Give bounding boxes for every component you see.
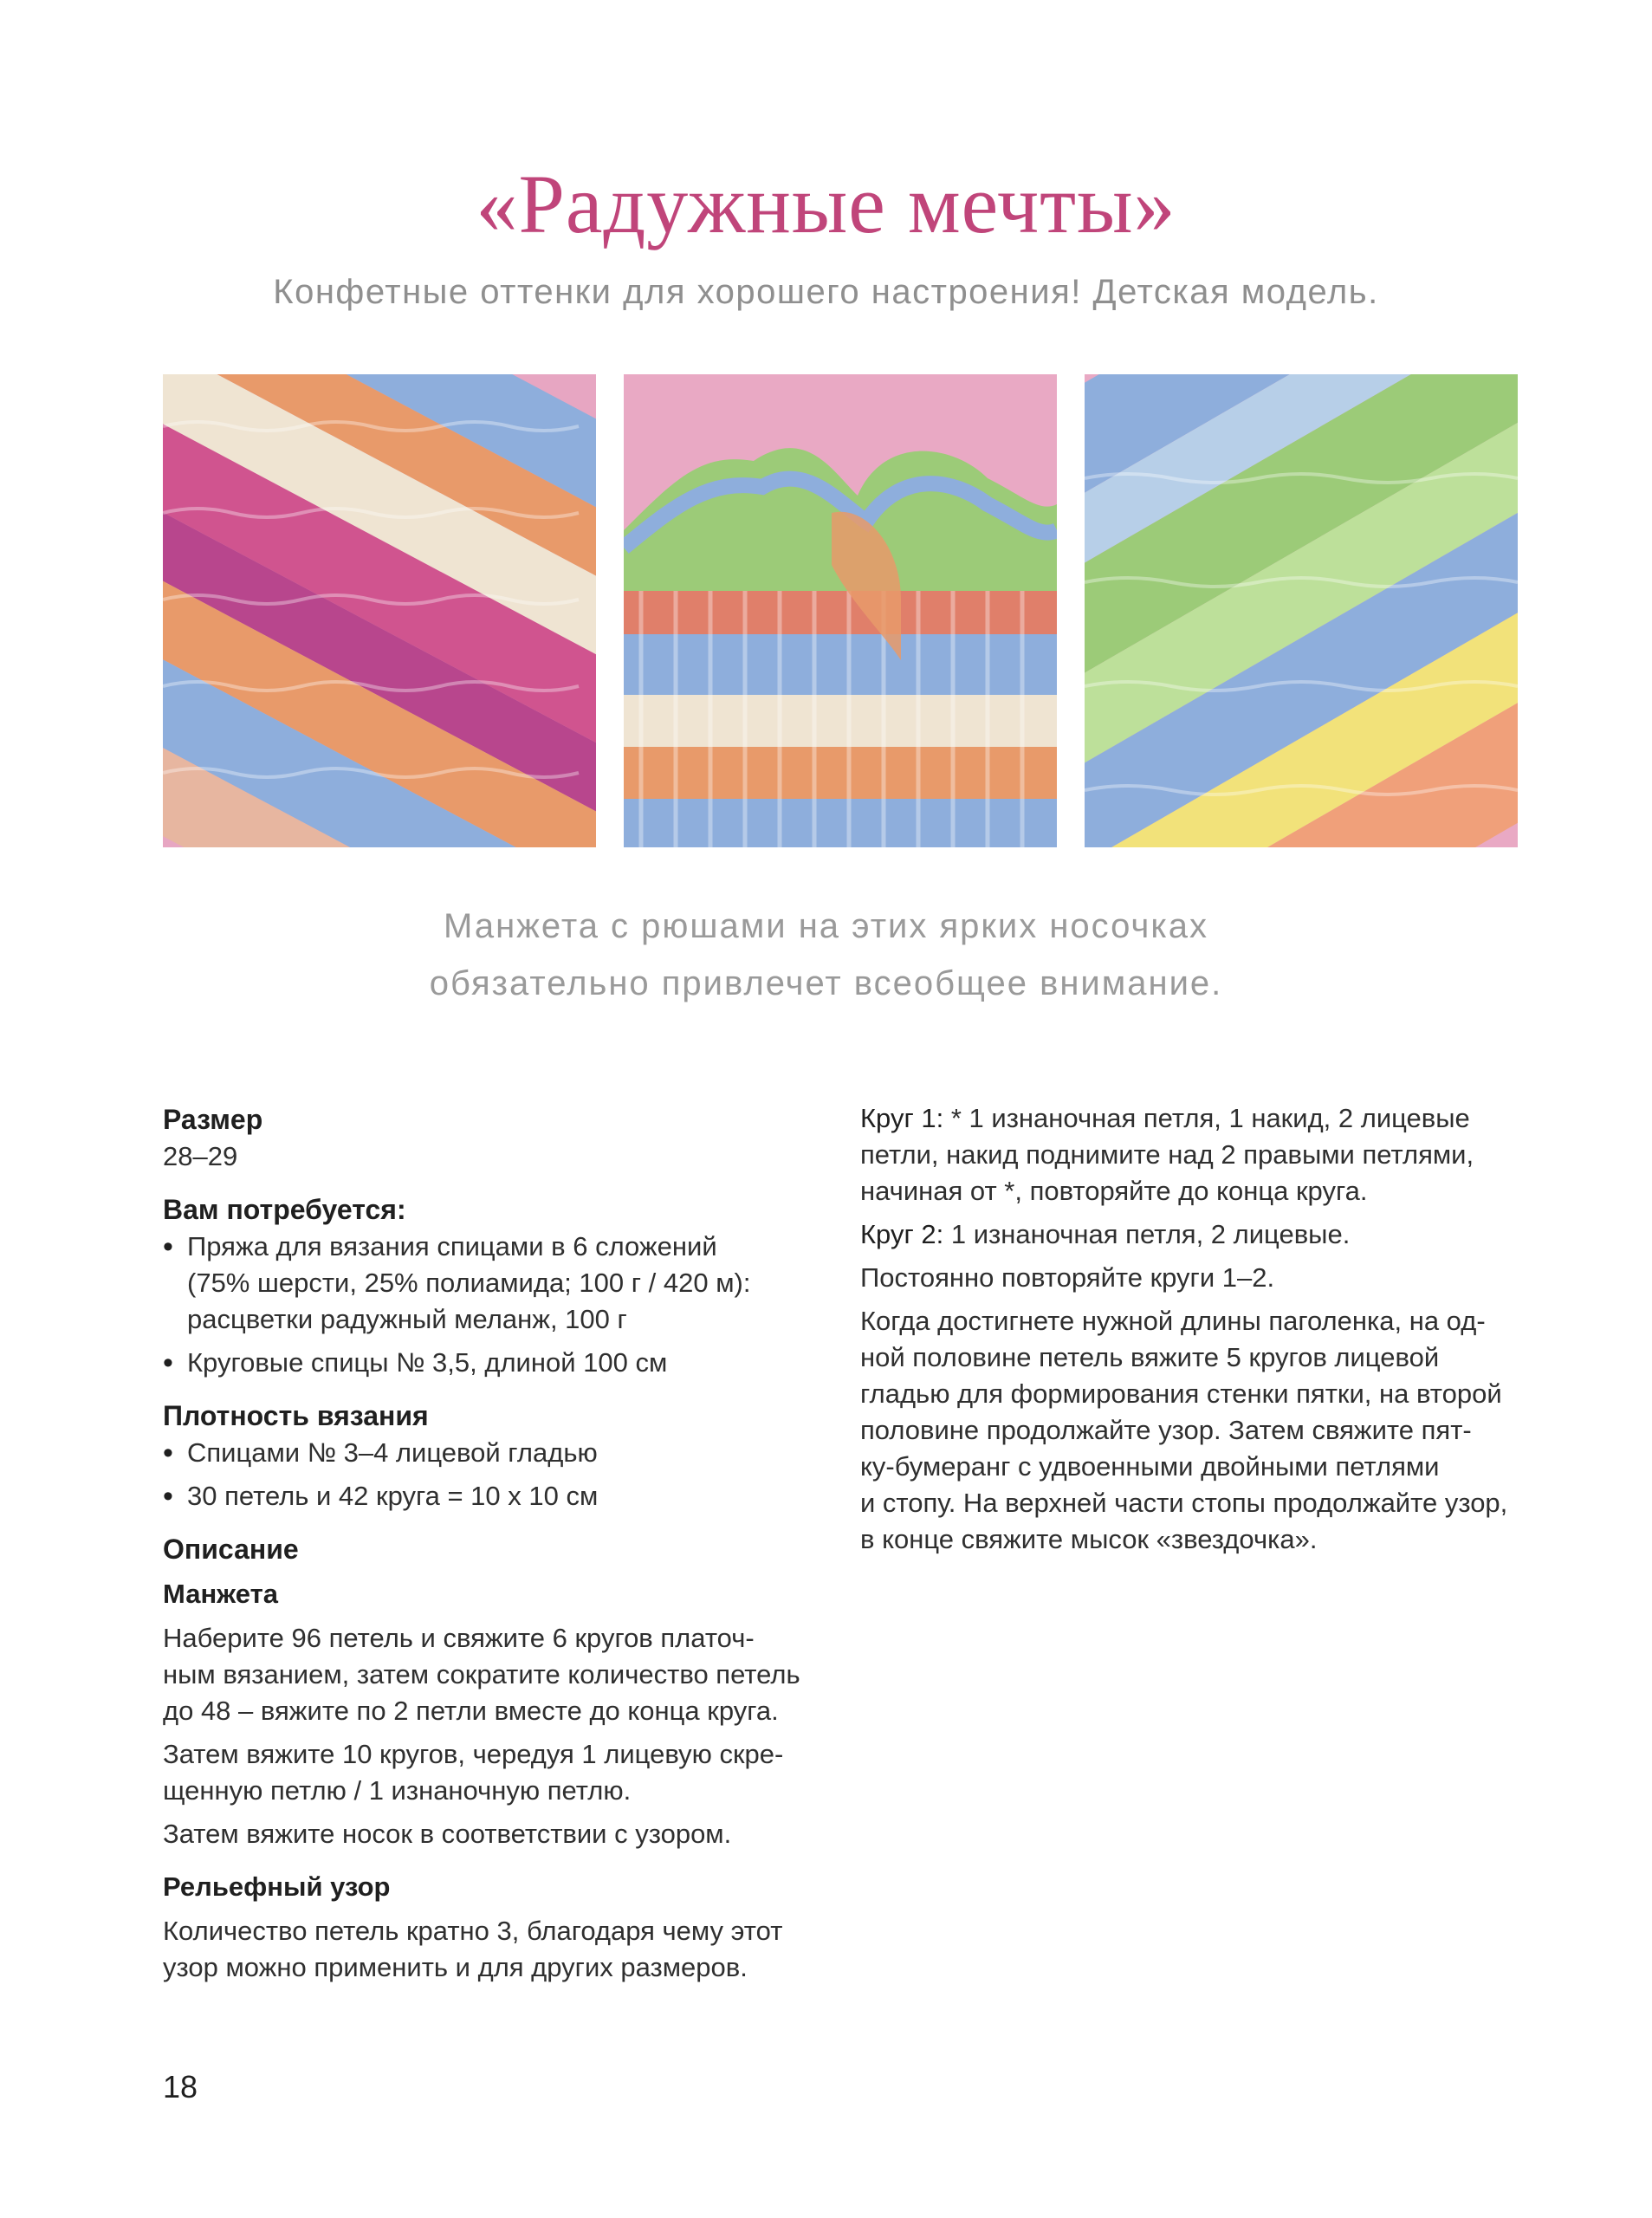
repeat-paragraph: Постоянно повторяйте круги 1–2. [860, 1262, 1275, 1293]
page-title: «Радужные мечты» [476, 158, 1176, 250]
round-1-text: * 1 изнаночная петля, 1 накид, 2 лицевые [943, 1103, 1470, 1133]
yarn-line-3: расцветки радужный меланж, 100 г [187, 1304, 627, 1334]
round-2-text: 1 изнаночная петля, 2 лицевые. [943, 1219, 1351, 1249]
materials-heading: Вам потребуется: [163, 1194, 406, 1225]
size-heading: Размер [163, 1104, 263, 1135]
gauge-item-stitches: • 30 петель и 42 круга = 10 х 10 см [163, 1478, 821, 1514]
yarn-line-1: • Пряжа для вязания спицами в 6 сложений [187, 1231, 717, 1261]
gauge-item-needles: • Спицами № 3–4 лицевой гладью [163, 1435, 821, 1471]
cuff-paragraph-1 [163, 1620, 821, 1729]
page-subtitle: Конфетные оттенки для хорошего настроения! Детская модель. [273, 273, 1379, 311]
final-line-5: ку-бумеранг с удвоенными двойными петлями [860, 1451, 1440, 1482]
caption-line-2: обязательно привлечет всеобщее внимание. [429, 964, 1223, 1002]
cuff-heading: Манжета [163, 1579, 278, 1609]
final-paragraph [860, 1303, 1545, 1558]
cuff-p2-line-1: Затем вяжите 10 кругов, чередуя 1 лицевую скре- [163, 1739, 784, 1769]
caption-line-1: Манжета с рюшами на этих ярких носочках [444, 907, 1208, 945]
relief-paragraph [163, 1913, 821, 1986]
relief-pattern-heading: Рельефный узор [163, 1871, 391, 1902]
cuff-p1-line-1: Наберите 96 петель и свяжите 6 кругов платоч- [163, 1623, 755, 1653]
knit-photo-3 [1085, 374, 1518, 847]
size-value: 28–29 [163, 1141, 238, 1171]
cuff-paragraph-2 [163, 1736, 821, 1809]
description-heading: Описание [163, 1534, 299, 1565]
cuff-p2-line-2: щенную петлю / 1 изнаночную петлю. [163, 1775, 632, 1806]
knit-photo-1-image [163, 374, 596, 847]
round-1-line-2: петли, накид поднимите над 2 правыми петлями, [860, 1139, 1474, 1170]
materials-item-yarn [163, 1229, 821, 1338]
round-1-paragraph [860, 1100, 1545, 1210]
left-column [163, 1100, 821, 1986]
round-2-label: Круг 2: [860, 1219, 944, 1249]
final-line-1: Когда достигнете нужной длины паголенка, на од- [860, 1306, 1486, 1336]
photo-caption [0, 898, 1652, 1012]
gauge-heading: Плотность вязания [163, 1400, 429, 1431]
knit-photo-2 [624, 374, 1057, 847]
knit-photo-3-image [1085, 374, 1518, 847]
cuff-p1-line-2: ным вязанием, затем сократите количество петель [163, 1659, 800, 1689]
cuff-paragraph-3: Затем вяжите носок в соответствии с узором. [163, 1819, 732, 1849]
yarn-line-2: (75% шерсти, 25% полиамида; 100 г / 420 м): [187, 1268, 751, 1298]
materials-item-needles: • Круговые спицы № 3,5, длиной 100 см [163, 1345, 821, 1381]
final-line-4: половине продолжайте узор. Затем свяжите пят- [860, 1415, 1472, 1445]
round-1-line-3: начиная от *, повторяйте до конца круга. [860, 1176, 1368, 1206]
relief-line-1: Количество петель кратно 3, благодаря чему этот [163, 1916, 783, 1946]
round-1-label: Круг 1: [860, 1103, 944, 1133]
cuff-p1-line-3: до 48 – вяжите по 2 петли вместе до конца круга. [163, 1696, 779, 1726]
final-line-2: ной половине петель вяжите 5 кругов лицевой [860, 1342, 1440, 1372]
page-number: 18 [163, 2069, 198, 2105]
final-line-3: гладью для формирования стенки пятки, на второй [860, 1378, 1502, 1409]
knit-photo-2-image [624, 374, 1057, 847]
round-2-paragraph [860, 1216, 1545, 1253]
relief-line-2: узор можно применить и для других размеров. [163, 1952, 748, 1982]
knit-photo-1 [163, 374, 596, 847]
round-1-line-1 [860, 1100, 1545, 1137]
final-line-6: и стопу. На верхней части стопы продолжайте узор, [860, 1488, 1508, 1518]
right-column [860, 1100, 1545, 1558]
final-line-7: в конце свяжите мысок «звездочка». [860, 1524, 1318, 1554]
